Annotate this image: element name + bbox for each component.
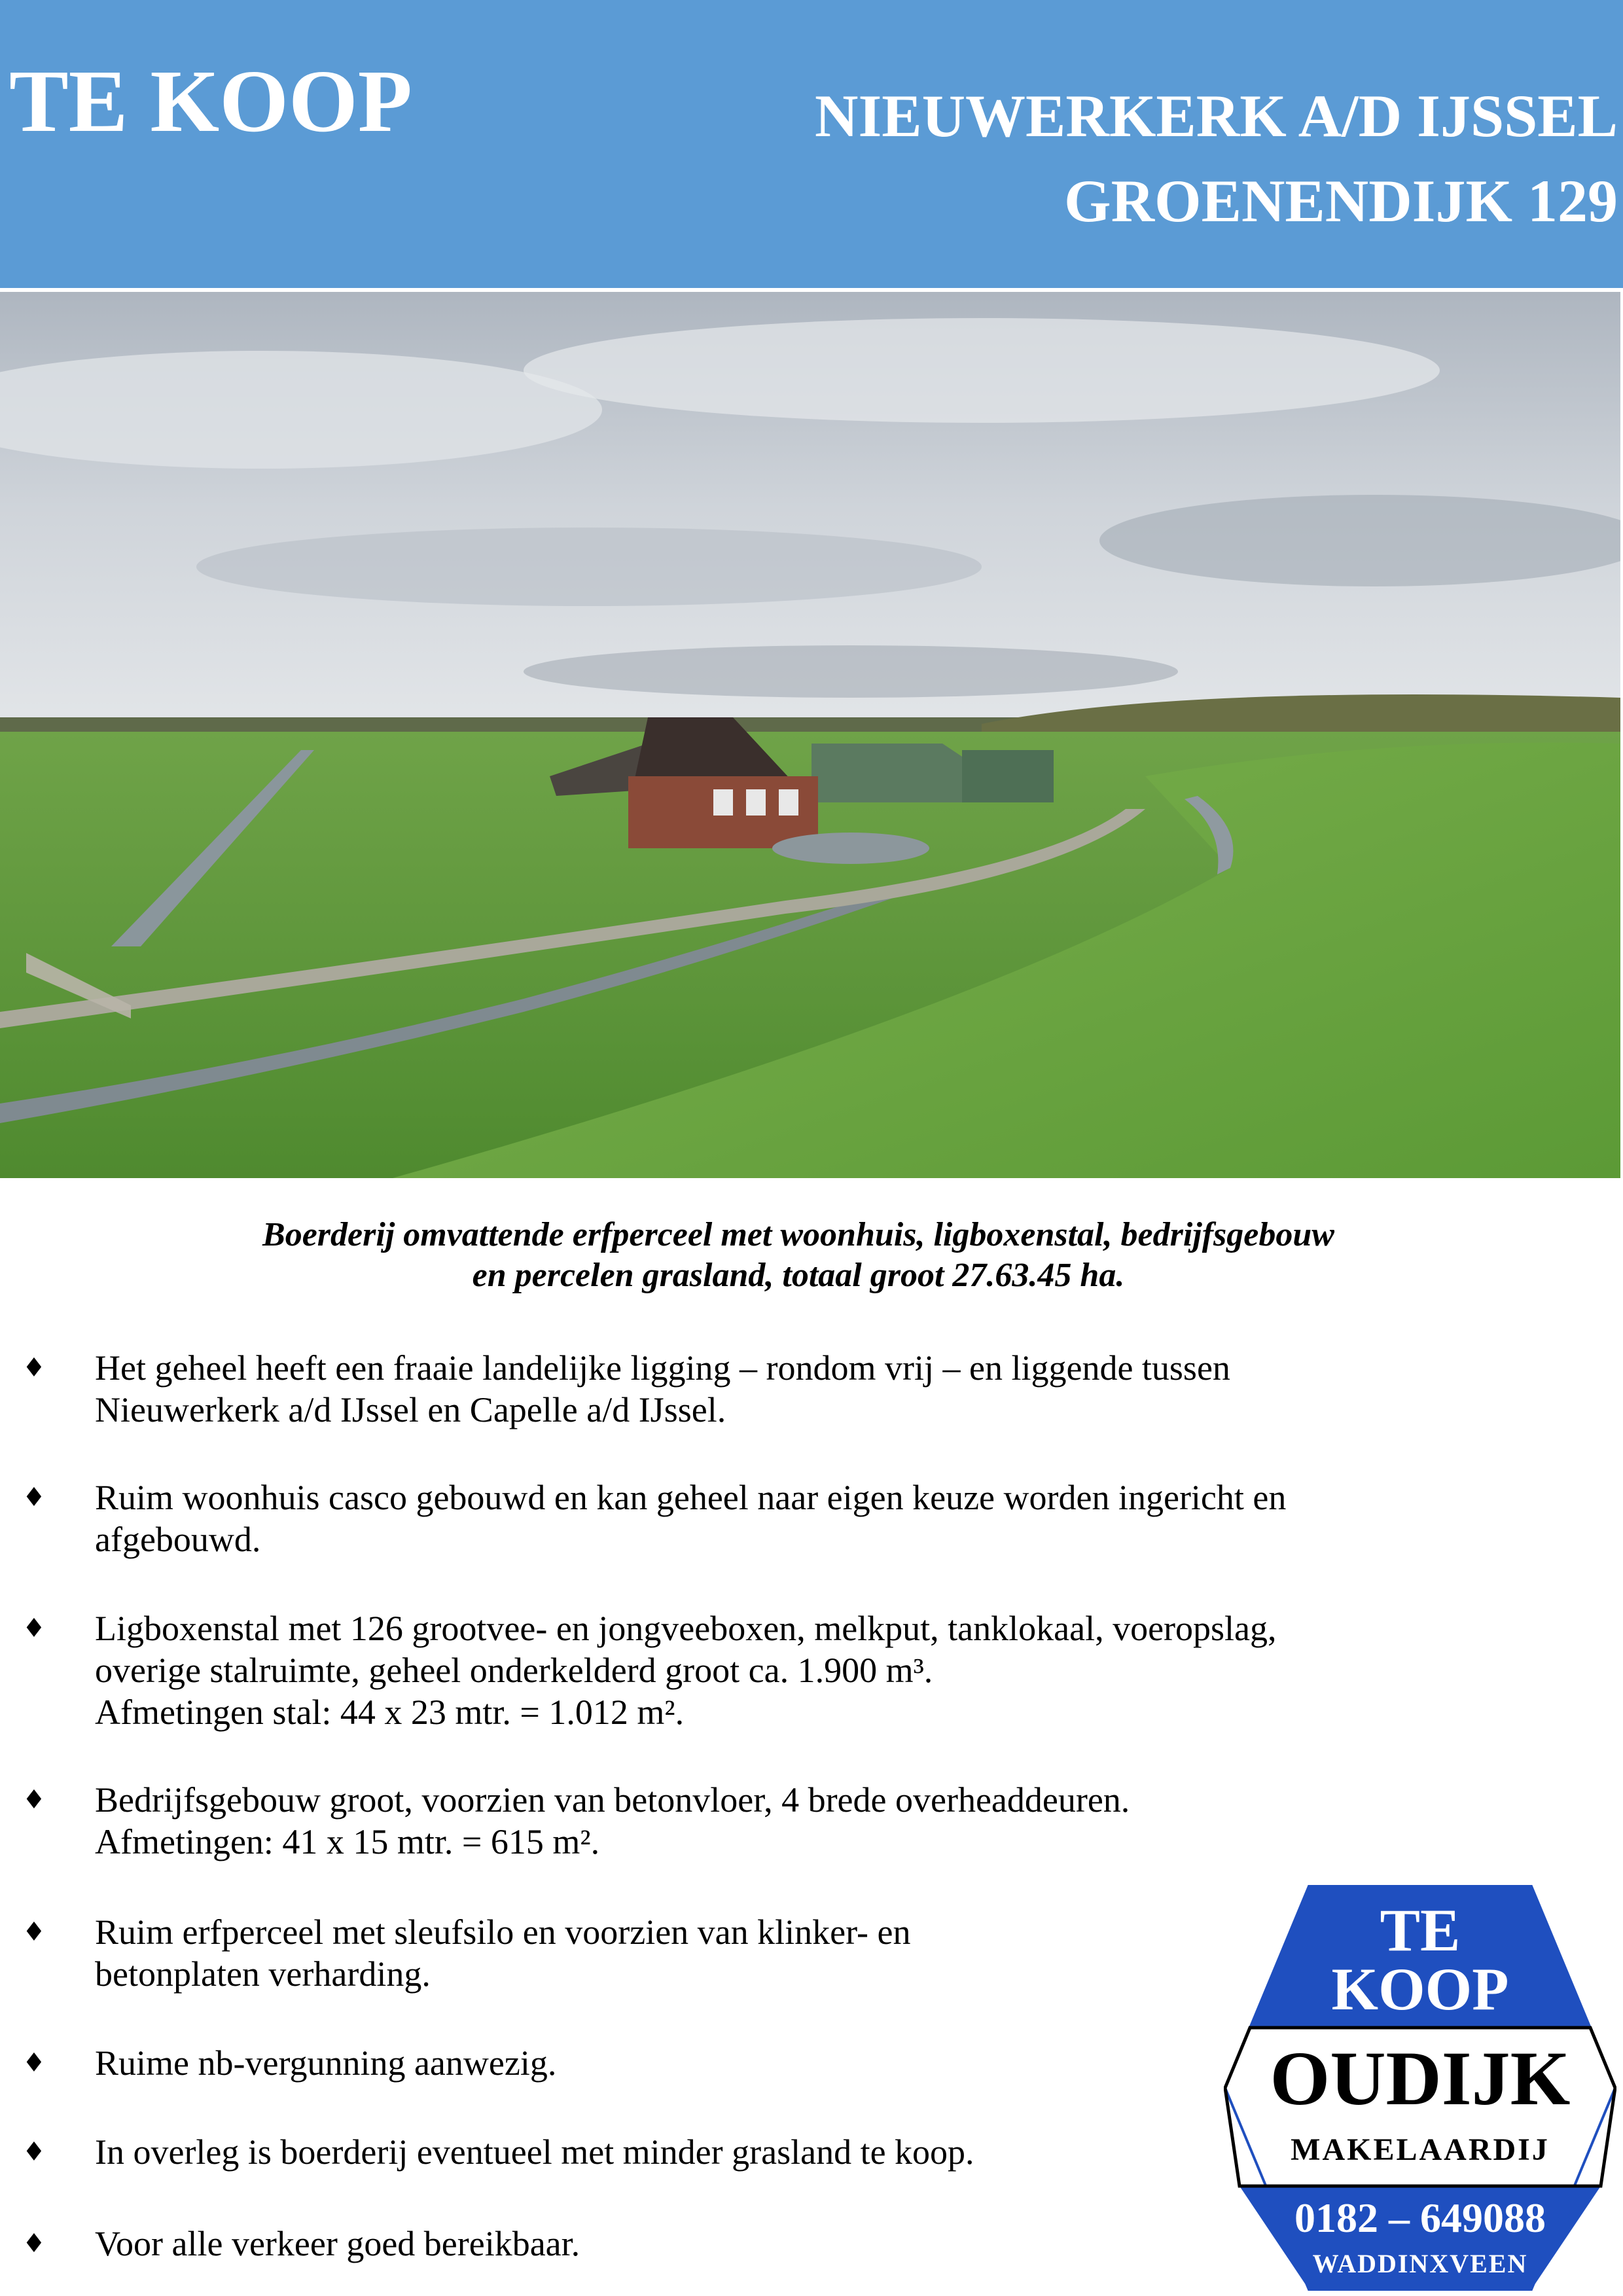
diamond-bullet-icon: ♦ — [22, 2229, 46, 2259]
list-item-line: overige stalruimte, geheel onderkelderd groot ca. 1.900 m³. — [95, 1651, 933, 1690]
list-item-line: Het geheel heeft een fraaie landelijke ligging – rondom vrij – en liggende tussen — [95, 1348, 1230, 1388]
oudijk-makelaardij-logo — [1224, 1885, 1616, 2291]
logo-line-koop: KOOP — [1331, 1956, 1509, 2022]
header-banner — [0, 0, 1623, 288]
list-item-line: Afmetingen: 41 x 15 mtr. = 615 m². — [95, 1822, 600, 1861]
diamond-bullet-icon: ♦ — [22, 2048, 46, 2078]
list-item-line: Afmetingen stal: 44 x 23 mtr. = 1.012 m². — [95, 1693, 685, 1732]
list-item-line: Nieuwerkerk a/d IJssel en Capelle a/d IJssel. — [95, 1390, 726, 1429]
address-title: GROENENDIJK 129 — [1064, 168, 1618, 234]
logo-phone: 0182 – 649088 — [1294, 2195, 1546, 2241]
diamond-bullet-icon: ♦ — [22, 1613, 46, 1643]
list-item-line: Ruim woonhuis casco gebouwd en kan geheel naar eigen keuze worden ingericht en — [95, 1478, 1287, 1517]
list-item-line: afgebouwd. — [95, 1520, 261, 1559]
logo-type: MAKELAARDIJ — [1291, 2132, 1550, 2167]
diamond-bullet-icon: ♦ — [22, 1917, 46, 1947]
intro-text — [0, 1215, 1597, 1296]
diamond-bullet-icon: ♦ — [22, 1785, 46, 1815]
logo-city: WADDINXVEEN — [1312, 2249, 1528, 2278]
list-item-line: Ruime nb-vergunning aanwezig. — [95, 2043, 557, 2083]
intro-line-1: Boerderij omvattende erfperceel met woonhuis, ligboxenstal, bedrijfsgebouw — [262, 1216, 1334, 1253]
logo-brand: OUDIJK — [1270, 2036, 1571, 2121]
intro-line-2: en percelen grasland, totaal groot 27.63.45 ha. — [472, 1257, 1125, 1294]
list-item-line: Ruim erfperceel met sleufsilo en voorzien van klinker- en — [95, 1912, 911, 1952]
logo-line-te: TE — [1380, 1897, 1461, 1964]
list-item-line: Ligboxenstal met 126 grootvee- en jongveeboxen, melkput, tanklokaal, voeropslag, — [95, 1609, 1277, 1648]
diamond-bullet-icon: ♦ — [22, 1482, 46, 1513]
list-item-line: Voor alle verkeer goed bereikbaar. — [95, 2224, 580, 2263]
diamond-bullet-icon: ♦ — [22, 1353, 46, 1383]
status-title: TE KOOP — [9, 52, 412, 151]
list-item-line: Bedrijfsgebouw groot, voorzien van betonvloer, 4 brede overheaddeuren. — [95, 1780, 1130, 1820]
farm-landscape-photo — [0, 292, 1620, 1178]
town-title: NIEUWERKERK A/D IJSSEL — [815, 82, 1618, 149]
list-item-line: betonplaten verharding. — [95, 1954, 431, 1994]
list-item-line: In overleg is boerderij eventueel met minder grasland te koop. — [95, 2132, 974, 2172]
location-block — [815, 73, 1618, 243]
diamond-bullet-icon: ♦ — [22, 2137, 46, 2167]
